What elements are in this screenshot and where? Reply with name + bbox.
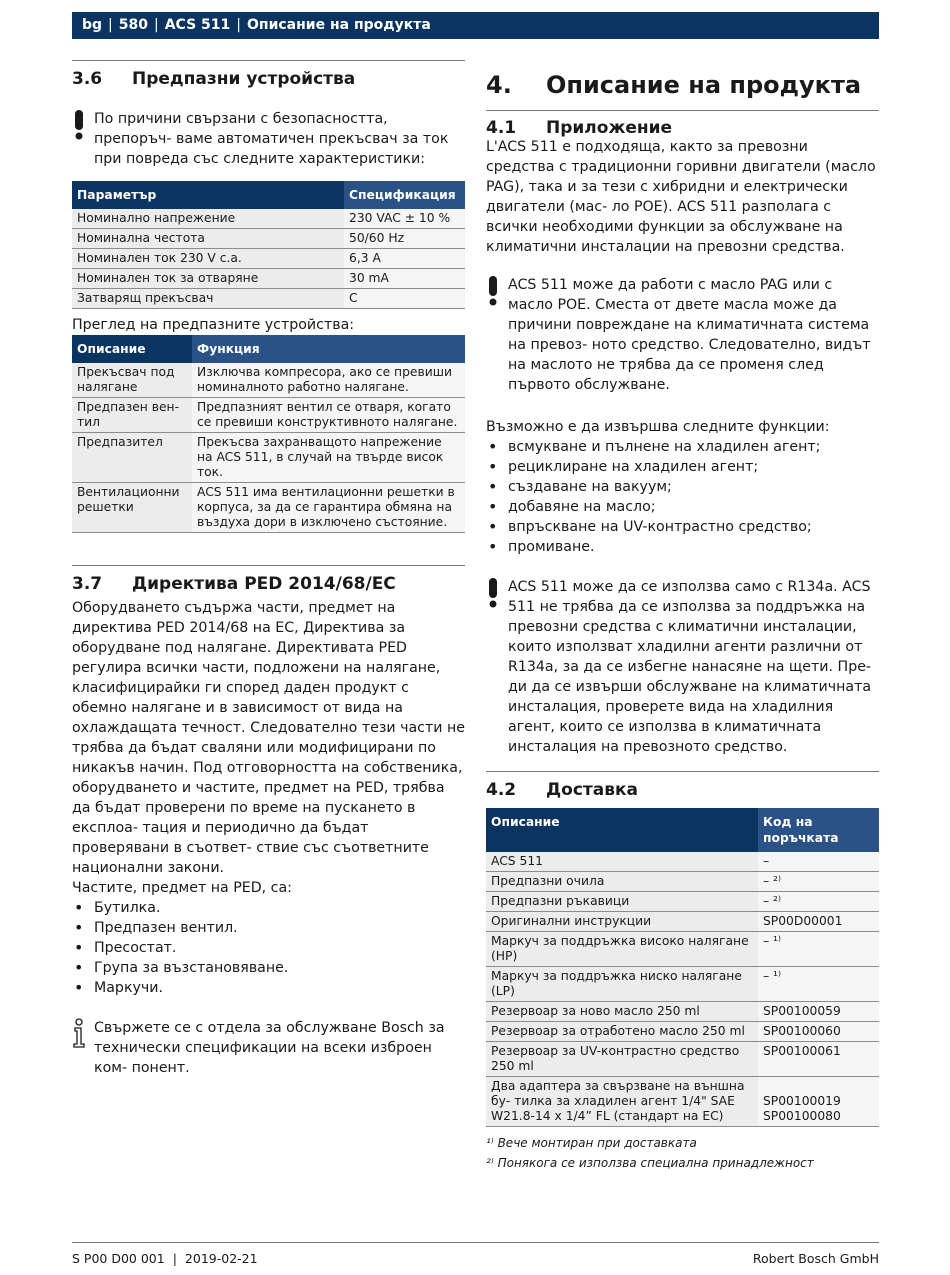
footnote-2: ²⁾ Понякога се използва специална принадлежност [486, 1156, 814, 1170]
list-item: • Бутилка. [72, 898, 465, 918]
delivery-table [486, 808, 879, 1127]
table-row: Затварящ прекъсвач C [72, 289, 465, 309]
exclamation-icon [72, 109, 86, 141]
info-icon [72, 1018, 86, 1050]
page-footer: S P00 D00 001 | 2019-02-21 Robert Bosch GmbH [72, 1242, 879, 1266]
list-item: • всмукване и пълнене на хладилен агент; [486, 437, 879, 457]
right-column [486, 60, 879, 1173]
table-row: Маркуч за поддръжка ниско налягане (LP) – ¹⁾ [486, 967, 879, 1002]
functions-list [486, 437, 879, 557]
header-chapter: Описание на продукта [247, 17, 431, 33]
section-4-2-title: 4.2 Доставка [486, 780, 638, 800]
table-row: Предпазни ръкавици – ²⁾ [486, 892, 879, 912]
table-header: Описание [486, 808, 758, 852]
table-row: Маркуч за поддръжка високо налягане (HP) – ¹⁾ [486, 932, 879, 967]
functions-intro: Възможно е да извършва следните функции: [486, 419, 830, 435]
header-lang: bg [82, 17, 103, 33]
table-row: Резервоар за UV-контрастно средство 250 ml SP00100061 [486, 1042, 879, 1077]
warning-note: ACS 511 може да се използва само с R134a. ACS 511 не трябва да се използва за поддръжка на превозни средства с климатични инсталации, които използват хладилни агенти различни от R134a, за да се избегне нанасяне на щети. Пре- ди да се извърши обслужване на климатичната инсталация, проверете вида на хладилния агент, които се използва в климатичната инсталация на превозното средство. [486, 577, 879, 757]
list-item: • Предпазен вентил. [72, 918, 465, 938]
table-row: Предпазен вен- тил Предпазният вентил се отваря, когато се превиши конструктивното налягане. [72, 398, 465, 433]
table-header: Спецификация [344, 181, 465, 209]
section-3-6-title: 3.6 Предпазни устройства [72, 69, 356, 89]
table-row: Прекъсвач под налягане Изключва компресора, ако се превиши номиналното работно налягане. [72, 363, 465, 398]
overview-label: Преглед на предпазните устройства: [72, 317, 355, 333]
table-header: Функция [192, 335, 465, 363]
table-header: Описание [72, 335, 192, 363]
application-body: L'ACS 511 е подходяща, както за превозни средства с традиционни горивни двигатели (масло PAG), така и за тези с хибридни и електрически двигатели (мас- ло POE). ACS 511 разполага с всички необходими функции за обслужване на климатични инсталации на превозни средства. [486, 139, 876, 255]
table-header: Параметър [72, 181, 344, 209]
list-item: • добавяне на масло; [486, 497, 879, 517]
section-4-1-title: 4.1 Приложение [486, 118, 673, 138]
list-item: • рециклиране на хладилен агент; [486, 457, 879, 477]
safety-devices-table [72, 335, 465, 533]
list-item: • създаване на вакуум; [486, 477, 879, 497]
list-item: • Маркучи. [72, 978, 465, 998]
table-row: Номинална честота 50/60 Hz [72, 229, 465, 249]
exclamation-icon [486, 577, 500, 609]
breaker-spec-table [72, 181, 465, 309]
header-product: ACS 511 [164, 17, 231, 33]
list-item: • Пресостат. [72, 938, 465, 958]
table-row: Номинален ток за отваряне 30 mA [72, 269, 465, 289]
info-note: Свържете се с отдела за обслужване Bosch за технически спецификации на всеки изброен ком- понент. [72, 1018, 465, 1078]
exclamation-icon [486, 275, 500, 307]
table-row: Два адаптера за свързване на външна бу- тилка за хладилен агент 1/4" SAE W21.8-14 x 1/4” FL (стандарт на EC) SP00100019 SP00100080 [486, 1077, 879, 1127]
page-header: bg | 580 | ACS 511 | Описание на продукта [72, 12, 879, 39]
table-row: Предпазител Прекъсва захранващото напрежение на ACS 511, в случай на твърде висок ток. [72, 433, 465, 483]
chapter-4-title: 4. Описание на продукта [486, 71, 862, 99]
doc-date: 2019-02-21 [184, 1251, 258, 1266]
footnote-1: ¹⁾ Вече монтиран при доставката [486, 1136, 697, 1150]
table-row: Вентилационни решетки ACS 511 има вентилационни решетки в корпуса, за да се гарантира обмяна на въздуха дори в изключено състояние. [72, 483, 465, 533]
list-item: • промиване. [486, 537, 879, 557]
list-item: • Група за възстановяване. [72, 958, 465, 978]
section-3-7-title: 3.7 Директива PED 2014/68/EC [72, 574, 396, 594]
table-row: Номинален ток 230 V c.a. 6,3 A [72, 249, 465, 269]
table-row: ACS 511 – [486, 852, 879, 872]
table-row: Предпазни очила – ²⁾ [486, 872, 879, 892]
ped-parts-list [72, 898, 465, 998]
doc-code: S P00 D00 001 [72, 1251, 165, 1266]
table-row: Резервоар за ново масло 250 ml SP00100059 [486, 1002, 879, 1022]
table-row: Номинално напрежение 230 VAC ± 10 % [72, 209, 465, 229]
warning-note: ACS 511 може да работи с масло PAG или с масло POE. Сместа от двете масла може да причини повреждане на климатичната система на превоз- ното средство. Следователно, видът на маслото не трябва да се променя след първото обслужване. [486, 275, 879, 395]
header-page: 580 [118, 17, 148, 33]
left-column [72, 60, 465, 1078]
table-row: Резервоар за отработено масло 250 ml SP00100060 [486, 1022, 879, 1042]
table-header: Код на поръчката [758, 808, 879, 852]
list-item: • впръскване на UV-контрастно средство; [486, 517, 879, 537]
table-row: Оригинални инструкции SP00D00001 [486, 912, 879, 932]
ped-body: Оборудването съдържа части, предмет на директива PED 2014/68 на EC, Директива за оборудване под налягане. Директивата PED регулира всички части, подложени на налягане, класифицирайки ги според даден продукт с обемно налягане и в зависимост от вида на охлаждащата течност. Следователно тези части не трябва да бъдат сваляни или модифицирани по никакъв начин. Под отговорността на собственика, оборудването и частите, предмет на PED, трябва да бъдат проверени по време на пускането в експлоа- тация и периодично да бъдат проверявани в съответ- ствие със съответните национални закони. [72, 600, 465, 876]
ped-parts-intro: Частите, предмет на PED, са: [72, 880, 292, 896]
company-name: Robert Bosch GmbH [752, 1251, 879, 1266]
warning-note: По причини свързани с безопасността, препоръч- ваме автоматичен прекъсвач за ток при повреда със следните характеристики: [72, 109, 465, 169]
